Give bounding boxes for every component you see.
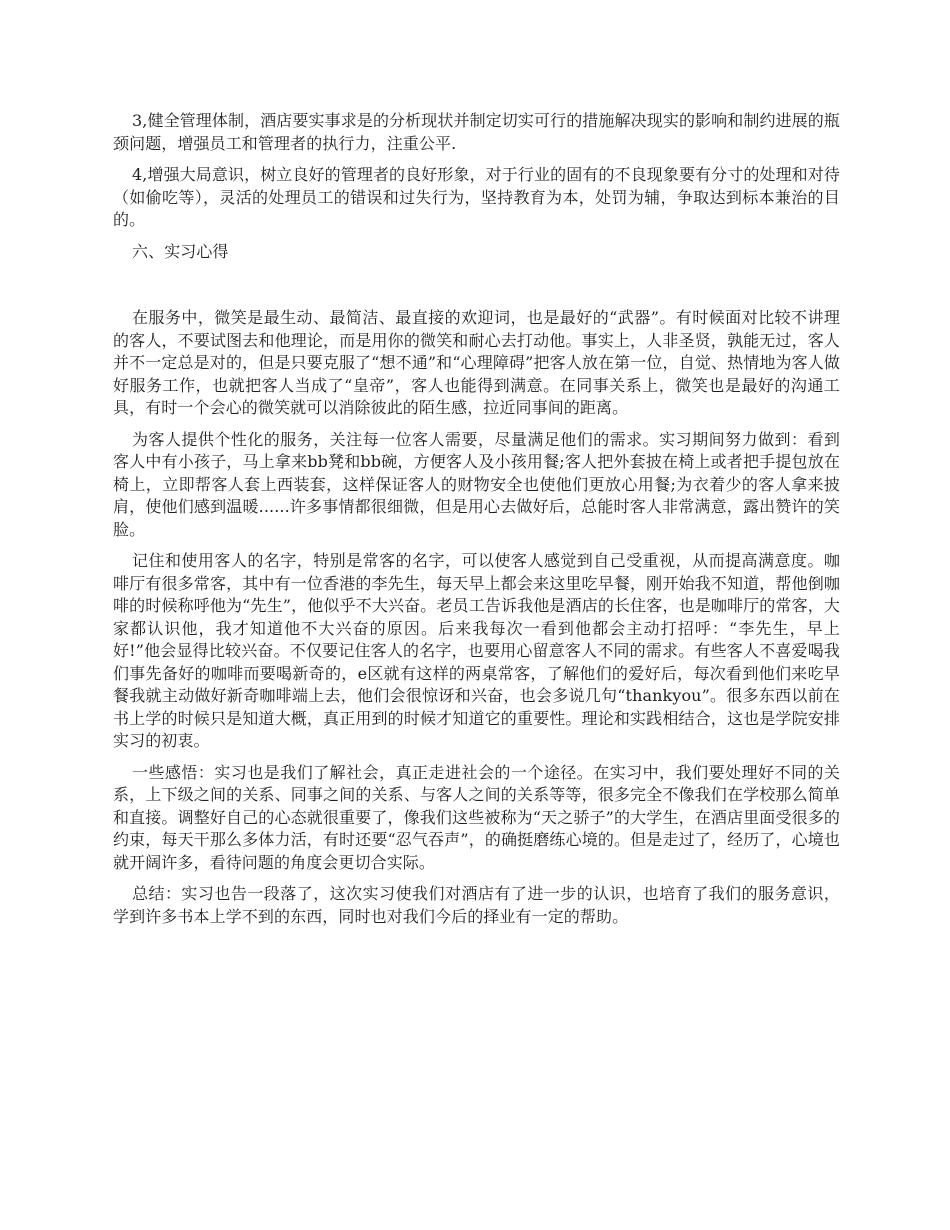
- paragraph-remember-names: 记住和使用客人的名字，特别是常客的名字，可以使客人感觉到自己受重视，从而提高满意度。咖啡厅有很多常客，其中有一位香港的李先生，每天早上都会来这里吃早餐，刚开始我不知道，帮他倒咖啡的时候称呼他为“先生”，他似乎不大兴奋。老员工告诉我他是酒店的长住客，也是咖啡厅的常客，大家都认识他，我才知道他不大兴奋的原因。后来我每次一看到他都会主动打招呼：“李先生，早上好!”他会显得比较兴奋。不仅要记住客人的名字，也要用心留意客人不同的需求。有些客人不喜爱喝我们事先备好的咖啡而要喝新奇的，e区就有这样的两桌常客，了解他们的爱好后，每次看到他们来吃早餐我就主动做好新奇咖啡端上去，他们会很惊讶和兴奋，也会多说几句“thankyou”。很多东西以前在书上学的时候只是知道大概，真正用到的时候才知道它的重要性。理论和实践相结合，这也是学院安排实习的初衷。: [113, 551, 840, 750]
- paragraph-reflections: 一些感悟：实习也是我们了解社会，真正走进社会的一个途径。在实习中，我们要处理好不同的关系，上下级之间的关系、同事之间的关系、与客人之间的关系等等，很多完全不像我们在学校那么简单和直接。调整好自己的心态就很重要了，像我们这些被称为“天之骄子”的大学生，在酒店里面受很多的约束，每天干那么多体力活，有时还要“忍气吞声”，的确挺磨练心境的。但是走过了，经历了，心境也就开阔许多，看待问题的角度会更切合实际。: [113, 762, 840, 872]
- section-heading: 六、实习心得: [132, 241, 229, 261]
- paragraph-improve-management: 3,健全管理体制，酒店要实事求是的分析现状并制定切实可行的措施解决现实的影响和制约进展的瓶颈问题，增强员工和管理者的执行力，注重公平.: [113, 111, 840, 153]
- paragraph-summary: 总结：实习也告一段落了，这次实习使我们对酒店有了进一步的认识，也培育了我们的服务意识，学到许多书本上学不到的东西，同时也对我们今后的择业有一定的帮助。: [113, 884, 840, 926]
- paragraph-overall-awareness: 4,增强大局意识，树立良好的管理者的良好形象，对于行业的固有的不良现象要有分寸的处理和对待（如偷吃等），灵活的处理员工的错误和过失行为，坚持教育为本，处罚为辅，争取达到标本兼治的目的。: [113, 165, 840, 229]
- paragraph-smile-service: 在服务中，微笑是最生动、最简洁、最直接的欢迎词，也是最好的“武器”。有时候面对比较不讲理的客人，不要试图去和他理论，而是用你的微笑和耐心去打动他。事实上，人非圣贤，孰能无过，客人并不一定总是对的，但是只要克服了“想不通”和“心理障碍”把客人放在第一位，自觉、热情地为客人做好服务工作，也就把客人当成了“皇帝”，客人也能得到满意。在同事关系上，微笑也是最好的沟通工具，有时一个会心的微笑就可以消除彼此的陌生感，拉近同事间的距离。: [113, 308, 840, 417]
- section-spacer: [113, 272, 840, 307]
- document-page: [113, 110, 840, 937]
- paragraph-personalized-service: 为客人提供个性化的服务，关注每一位客人需要，尽量满足他们的需求。实习期间努力做到：看到客人中有小孩子，马上拿来bb凳和bb碗，方便客人及小孩用餐;客人把外套披在椅上或者把手提包放在椅上，立即帮客人套上西装套，这样保证客人的财物安全也使他们更放心用餐;为衣着少的客人拿来披肩，使他们感到温暖......许多事情都很细微，但是用心去做好后，总能时客人非常满意，露出赞许的笑脸。: [113, 429, 840, 539]
